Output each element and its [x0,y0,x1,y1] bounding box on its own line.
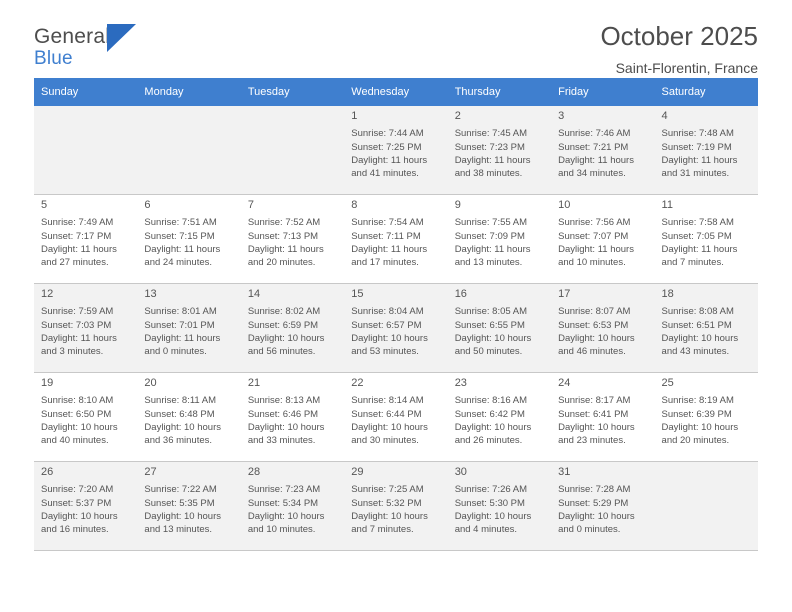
calendar-day-cell[interactable] [551,195,654,284]
day-detail-line: and 0 minutes. [558,524,621,536]
calendar-day-cell[interactable] [655,195,758,284]
day-details [448,301,551,359]
day-number: 3 [558,110,565,122]
day-detail-line: Sunset: 5:30 PM [454,497,525,509]
calendar-day-cell[interactable] [551,373,654,462]
day-number: 22 [351,377,364,389]
day-detail-line: and 43 minutes. [661,346,730,358]
day-detail-line: Daylight: 10 hours [558,422,635,433]
day-number: 26 [41,466,54,478]
day-detail-line: Sunrise: 8:14 AM [351,395,424,407]
day-details [137,212,240,270]
day-detail-line: Daylight: 10 hours [144,511,221,522]
day-details [655,390,758,448]
day-detail-line: and 20 minutes. [661,435,730,447]
day-number: 11 [661,199,673,211]
day-detail-line: Daylight: 11 hours [144,333,221,344]
day-detail-line: Sunrise: 8:17 AM [558,395,631,407]
day-detail-line: and 16 minutes. [41,524,109,536]
day-detail-line: and 33 minutes. [247,435,316,447]
day-detail-line: Sunrise: 8:02 AM [247,306,321,318]
day-detail-line: and 13 minutes. [454,257,523,269]
day-detail-line: Daylight: 10 hours [247,422,325,433]
day-detail-line: and 56 minutes. [247,346,316,358]
day-details [344,212,447,270]
day-detail-line: Sunset: 6:46 PM [247,408,319,420]
calendar-day-cell[interactable] [655,373,758,462]
day-details [241,212,344,270]
calendar-day-cell[interactable] [137,284,240,373]
day-detail-line: and 0 minutes. [144,346,207,358]
day-detail-line: and 27 minutes. [41,257,109,269]
day-detail-line: Sunrise: 7:59 AM [41,306,114,318]
day-detail-line: and 46 minutes. [558,346,626,358]
day-details [34,212,137,270]
day-number: 5 [41,199,48,211]
day-detail-line: Sunset: 5:37 PM [41,497,112,509]
day-detail-line: Sunset: 6:48 PM [144,408,215,420]
day-number: 25 [661,377,674,389]
calendar-day-cell[interactable] [241,462,344,551]
calendar-day-cell[interactable] [241,195,344,284]
day-detail-line: Sunrise: 7:58 AM [661,217,734,229]
calendar-day-cell[interactable] [34,373,137,462]
day-detail-line: Daylight: 10 hours [454,511,532,522]
calendar-week-row [34,462,758,551]
day-detail-line: Sunset: 6:39 PM [661,408,732,420]
day-details [137,301,240,359]
calendar-day-cell[interactable] [448,195,551,284]
day-detail-line: and 10 minutes. [247,524,316,536]
calendar-day-cell[interactable] [344,462,447,551]
day-detail-line: and 10 minutes. [558,257,626,269]
day-detail-line: Sunrise: 7:23 AM [247,484,321,496]
day-detail-line: Daylight: 11 hours [144,244,221,255]
day-details [344,479,447,537]
day-details [448,479,551,537]
day-details [137,479,240,537]
calendar-day-cell[interactable] [448,462,551,551]
day-details [551,390,654,448]
day-details [551,123,654,181]
day-detail-line: Sunrise: 7:48 AM [661,128,734,140]
calendar-day-cell[interactable] [344,284,447,373]
day-detail-line: Sunset: 6:42 PM [454,408,525,420]
day-number: 2 [454,110,461,122]
day-detail-line: and 26 minutes. [454,435,523,447]
weekday-header-tuesday: Tuesday [241,78,344,106]
day-detail-line: Sunrise: 8:01 AM [144,306,217,318]
day-detail-line: Sunset: 7:19 PM [661,141,732,153]
day-detail-line: and 7 minutes. [351,524,414,536]
day-detail-line: Sunset: 7:25 PM [351,141,422,153]
day-details [241,390,344,448]
day-detail-line: Sunset: 6:55 PM [454,319,525,331]
day-detail-line: Daylight: 10 hours [144,422,221,433]
day-number: 20 [144,377,157,389]
day-number: 29 [351,466,364,478]
calendar-day-cell[interactable] [448,106,551,195]
calendar-day-cell[interactable] [448,373,551,462]
day-number: 4 [661,110,668,122]
logo-text-blue: Blue [34,48,73,69]
day-detail-line: Daylight: 11 hours [351,244,428,255]
day-detail-line: and 40 minutes. [41,435,109,447]
day-details [344,301,447,359]
day-detail-line: and 20 minutes. [247,257,316,269]
day-detail-line: Daylight: 11 hours [661,244,738,255]
day-detail-line: Daylight: 11 hours [41,333,117,344]
day-detail-line: Sunset: 7:21 PM [558,141,629,153]
day-detail-line: Sunrise: 7:22 AM [144,484,217,496]
day-details [551,479,654,537]
day-detail-line: and 53 minutes. [351,346,419,358]
day-number: 14 [247,288,261,300]
calendar-day-cell[interactable] [551,462,654,551]
day-number: 28 [247,466,261,478]
day-detail-line: Daylight: 11 hours [351,155,428,166]
day-number: 13 [144,288,157,300]
weekday-header-thursday: Thursday [448,78,551,106]
day-number: 6 [144,199,151,211]
day-number: 24 [558,377,571,389]
day-detail-line: and 4 minutes. [454,524,518,536]
day-detail-line: and 23 minutes. [558,435,626,447]
day-detail-line: Daylight: 11 hours [661,155,738,166]
day-number: 19 [41,377,54,389]
calendar-body [34,106,758,551]
day-detail-line: Sunrise: 8:16 AM [454,395,528,407]
day-details [448,390,551,448]
day-number: 10 [558,199,571,211]
calendar-day-cell[interactable] [448,284,551,373]
day-detail-line: Sunrise: 8:08 AM [661,306,734,318]
day-number: 12 [41,288,54,300]
day-detail-line: Sunrise: 7:55 AM [454,217,528,229]
day-detail-line: Daylight: 10 hours [558,511,635,522]
flag-icon [107,24,136,52]
day-detail-line: Sunset: 5:34 PM [247,497,319,509]
day-detail-line: Sunset: 5:35 PM [144,497,215,509]
title-block [600,22,758,76]
day-details [137,390,240,448]
day-detail-line: Daylight: 11 hours [41,244,117,255]
calendar-day-cell[interactable] [344,373,447,462]
day-detail-line: Sunset: 5:29 PM [558,497,629,509]
day-detail-line: and 34 minutes. [558,168,626,180]
day-detail-line: Sunset: 7:01 PM [144,319,215,331]
day-detail-line: Daylight: 10 hours [661,422,739,433]
day-detail-line: Sunrise: 7:52 AM [247,217,321,229]
day-number: 31 [558,466,571,478]
weekday-header-friday: Friday [551,78,654,106]
day-details [241,301,344,359]
calendar-day-cell[interactable] [551,106,654,195]
day-detail-line: and 36 minutes. [144,435,213,447]
day-detail-line: Sunrise: 8:07 AM [558,306,631,318]
day-detail-line: and 50 minutes. [454,346,523,358]
day-detail-line: Sunset: 7:23 PM [454,141,525,153]
day-detail-line: Sunrise: 8:11 AM [144,395,217,407]
day-details [448,212,551,270]
day-number: 23 [454,377,467,389]
day-detail-line: Sunset: 7:09 PM [454,230,525,242]
calendar-day-cell[interactable] [344,106,447,195]
weekday-header-sunday: Sunday [34,78,137,106]
day-number: 15 [351,288,364,300]
day-detail-line: Sunset: 7:17 PM [41,230,112,242]
day-detail-line: Sunset: 5:32 PM [351,497,422,509]
day-detail-line: Sunset: 7:11 PM [351,230,421,242]
day-detail-line: Daylight: 10 hours [661,333,739,344]
calendar-week-row [34,195,758,284]
day-number: 1 [351,110,358,122]
day-number: 30 [454,466,467,478]
day-number: 17 [558,288,571,300]
day-detail-line: Sunset: 7:03 PM [41,319,112,331]
day-detail-line: Sunset: 6:57 PM [351,319,422,331]
day-number: 21 [247,377,261,389]
calendar-day-cell[interactable] [241,373,344,462]
day-detail-line: Daylight: 10 hours [351,333,428,344]
weekday-header-wednesday: Wednesday [344,78,447,106]
day-details [241,479,344,537]
calendar-header-row [34,78,758,106]
day-detail-line: Daylight: 11 hours [454,244,531,255]
day-detail-line: Sunrise: 7:56 AM [558,217,631,229]
day-details [655,212,758,270]
weekday-header-monday: Monday [137,78,240,106]
page-header [34,0,758,76]
day-detail-line: Daylight: 10 hours [454,333,532,344]
day-detail-line: Sunrise: 7:51 AM [144,217,217,229]
day-detail-line: and 31 minutes. [661,168,730,180]
page-subtitle: Saint-Florentin, France [615,59,758,76]
day-detail-line: Sunrise: 7:49 AM [41,217,114,229]
day-details [344,123,447,181]
calendar-week-row [34,373,758,462]
day-detail-line: Sunset: 7:15 PM [144,230,215,242]
day-details [551,301,654,359]
calendar-day-cell[interactable] [137,195,240,284]
day-detail-line: Daylight: 10 hours [41,422,118,433]
day-details [551,212,654,270]
day-detail-line: Sunrise: 8:05 AM [454,306,528,318]
calendar-table [34,78,758,551]
day-detail-line: Sunset: 7:07 PM [558,230,629,242]
day-detail-line: and 13 minutes. [144,524,213,536]
day-detail-line: and 7 minutes. [661,257,724,269]
day-details [344,390,447,448]
generalblue-logo [34,26,110,68]
day-detail-line: Sunset: 6:59 PM [247,319,319,331]
day-detail-line: Sunset: 7:13 PM [247,230,319,242]
day-detail-line: Sunset: 7:05 PM [661,230,732,242]
day-detail-line: Daylight: 10 hours [41,511,118,522]
calendar-day-cell[interactable] [655,284,758,373]
page-title: October 2025 [600,21,758,51]
day-detail-line: Sunset: 6:50 PM [41,408,112,420]
day-number: 18 [661,288,674,300]
day-detail-line: Sunset: 6:44 PM [351,408,422,420]
day-detail-line: Daylight: 10 hours [351,511,428,522]
day-details [655,301,758,359]
day-detail-line: Sunrise: 8:10 AM [41,395,114,407]
calendar-day-cell[interactable] [551,284,654,373]
day-detail-line: and 24 minutes. [144,257,213,269]
day-detail-line: Daylight: 11 hours [558,155,634,166]
calendar-day-cell[interactable] [34,462,137,551]
weekday-header-saturday: Saturday [655,78,758,106]
day-detail-line: Sunset: 6:41 PM [558,408,629,420]
day-details [448,123,551,181]
day-detail-line: and 3 minutes. [41,346,104,358]
calendar-day-cell[interactable] [241,284,344,373]
calendar-day-cell[interactable] [137,373,240,462]
day-number: 27 [144,466,157,478]
day-detail-line: and 38 minutes. [454,168,523,180]
day-number: 16 [454,288,467,300]
day-details [655,123,758,181]
day-detail-line: Sunrise: 7:28 AM [558,484,631,496]
calendar-day-cell[interactable] [34,195,137,284]
day-details [34,390,137,448]
day-detail-line: Sunrise: 7:45 AM [454,128,528,140]
day-detail-line: Sunrise: 8:04 AM [351,306,424,318]
day-detail-line: Daylight: 11 hours [454,155,531,166]
day-detail-line: Sunset: 6:53 PM [558,319,629,331]
logo-text-general: General [34,25,111,48]
calendar-cell-empty [241,106,344,195]
day-details [34,479,137,537]
day-number: 9 [454,199,461,211]
day-detail-line: Sunset: 6:51 PM [661,319,732,331]
day-details [34,301,137,359]
day-detail-line: Sunrise: 7:46 AM [558,128,631,140]
calendar-day-cell[interactable] [655,106,758,195]
day-detail-line: Sunrise: 8:19 AM [661,395,734,407]
day-number: 7 [247,199,254,211]
calendar-week-row [34,106,758,195]
day-detail-line: and 17 minutes. [351,257,419,269]
day-detail-line: Daylight: 10 hours [454,422,532,433]
day-detail-line: and 30 minutes. [351,435,419,447]
day-detail-line: Daylight: 10 hours [558,333,635,344]
day-number: 8 [351,199,358,211]
day-detail-line: Sunrise: 7:54 AM [351,217,424,229]
day-detail-line: Sunrise: 8:13 AM [247,395,321,407]
calendar-cell-empty [655,462,758,551]
calendar-week-row [34,284,758,373]
day-detail-line: Sunrise: 7:44 AM [351,128,424,140]
day-detail-line: Daylight: 11 hours [558,244,634,255]
day-detail-line: Sunrise: 7:20 AM [41,484,114,496]
day-detail-line: Daylight: 11 hours [247,244,324,255]
calendar-day-cell[interactable] [344,195,447,284]
calendar-cell-empty [34,106,137,195]
day-detail-line: Daylight: 10 hours [247,511,325,522]
day-detail-line: and 41 minutes. [351,168,419,180]
day-detail-line: Sunrise: 7:25 AM [351,484,424,496]
day-detail-line: Sunrise: 7:26 AM [454,484,528,496]
day-detail-line: Daylight: 10 hours [247,333,325,344]
calendar-cell-empty [137,106,240,195]
calendar-day-cell[interactable] [137,462,240,551]
calendar-day-cell[interactable] [34,284,137,373]
day-detail-line: Daylight: 10 hours [351,422,428,433]
